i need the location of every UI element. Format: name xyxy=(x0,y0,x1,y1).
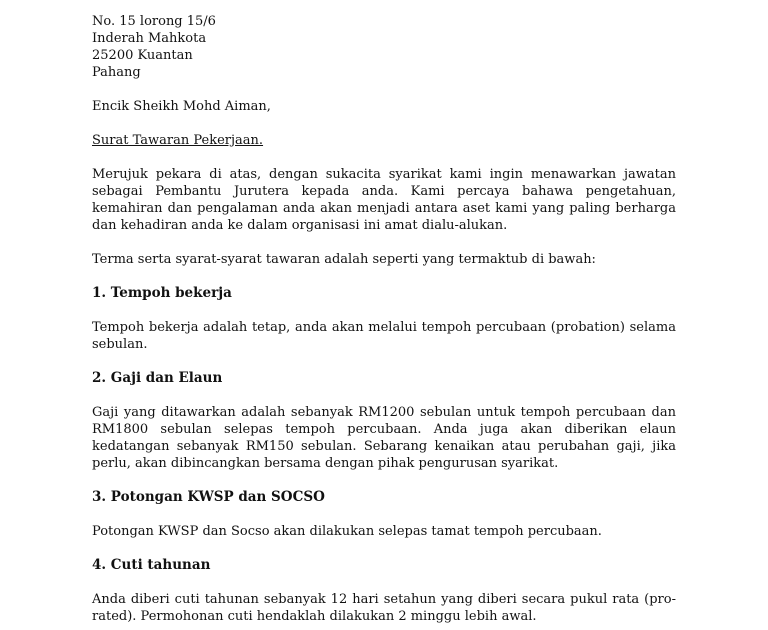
address-line-2: Inderah Mahkota xyxy=(92,31,207,46)
terms-intro: Terma serta syarat-syarat tawaran adalah seperti yang termaktub di bawah: xyxy=(92,252,596,267)
address-line-4: Pahang xyxy=(92,65,141,80)
section-title: 1. Tempoh bekerja xyxy=(92,285,232,301)
salutation: Encik Sheikh Mohd Aiman, xyxy=(92,99,271,114)
address-line-1: No. 15 lorong 15/6 xyxy=(92,14,216,29)
address-line-3: 25200 Kuantan xyxy=(92,48,193,63)
section-title: 2. Gaji dan Elaun xyxy=(92,370,223,386)
section-annual-leave xyxy=(92,557,676,625)
section-title: 4. Cuti tahunan xyxy=(92,557,211,573)
intro-paragraph: Merujuk pekara di atas, dengan sukacita syarikat kami ingin menawarkan jawatan sebagai Pembantu Jurutera kepada anda. Kami percaya bahawa pengetahuan, kemahiran dan pengalaman anda akan menjadi antara aset kami yang paling berharga dan kehadiran anda ke dalam organisasi ini amat dialu-alukan. xyxy=(92,167,676,233)
section-body: Gaji yang ditawarkan adalah sebanyak RM1200 sebulan untuk tempoh percubaan dan RM1800 sebulan selepas tempoh percubaan. Anda juga akan diberikan elaun kedatangan sebanyak RM150 sebulan. Sebarang kenaikan atau perubahan gaji, jika perlu, akan dibincangkan bersama dengan pihak pengurusan syarikat. xyxy=(92,405,676,471)
section-employment-period xyxy=(92,285,676,353)
section-body: Anda diberi cuti tahunan sebanyak 12 hari setahun yang diberi secara pukul rata (pro-rated). Permohonan cuti hendaklah dilakukan 2 minggu lebih awal. xyxy=(92,592,676,624)
sender-address xyxy=(92,13,676,81)
section-body: Potongan KWSP dan Socso akan dilakukan selepas tamat tempoh percubaan. xyxy=(92,524,602,539)
section-body: Tempoh bekerja adalah tetap, anda akan melalui tempoh percubaan (probation) selama sebulan. xyxy=(92,320,676,352)
section-title: 3. Potongan KWSP dan SOCSO xyxy=(92,489,325,505)
section-deductions xyxy=(92,489,676,540)
letter-subject: Surat Tawaran Pekerjaan. xyxy=(92,133,264,148)
section-salary xyxy=(92,370,676,472)
